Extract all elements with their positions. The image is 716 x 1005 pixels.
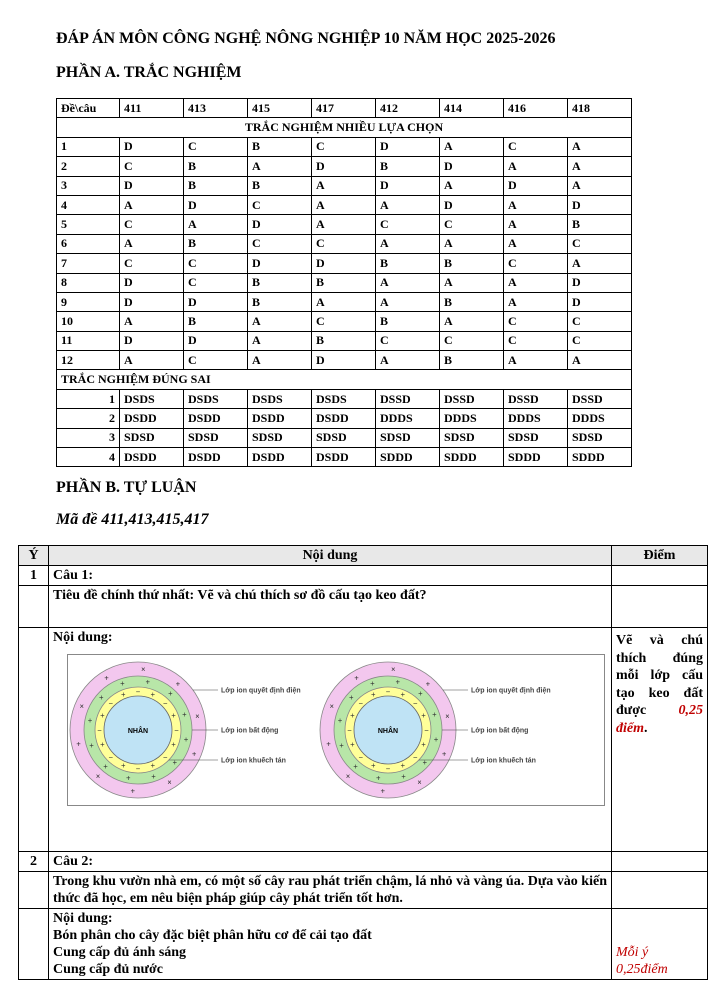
table-row (57, 234, 632, 253)
table-cell: D (120, 273, 184, 292)
colloid-right-ion: × (445, 712, 450, 722)
colloid-right-ion: + (370, 690, 376, 700)
colloid-left-ion: + (98, 693, 104, 703)
colloid-left-ion: − (97, 726, 102, 735)
colloid-right-ion: − (385, 764, 391, 774)
mc-title-row (57, 118, 632, 137)
table-cell: Đề\câu (57, 99, 120, 118)
colloid-right-ion: + (421, 740, 426, 750)
colloid-left-ion: + (171, 711, 176, 721)
table-cell: SDSD (376, 428, 440, 447)
colloid-left-ion: − (135, 687, 141, 697)
tf-title-row (57, 370, 632, 389)
tf-title-row-cell: TRẮC NGHIỆM ĐÚNG SAI (57, 370, 632, 389)
q2-number: 2 (19, 852, 49, 872)
q2-answer-2: Cung cấp đủ ánh sáng (53, 945, 187, 960)
table-cell: D (184, 195, 248, 214)
q2-content-label: Nội dung: (53, 911, 113, 926)
table-cell: 10 (57, 312, 120, 331)
colloid-left-ion: + (87, 716, 93, 726)
table-cell: D (440, 157, 504, 176)
table-row (57, 176, 632, 195)
colloid-left-ion: + (103, 762, 108, 772)
table-cell: A (184, 215, 248, 234)
table-cell: B (248, 292, 312, 311)
colloid-right-ion: + (401, 772, 406, 782)
table-cell: 6 (57, 234, 120, 253)
colloid-left-ion: + (145, 677, 151, 687)
colloid-left-ion: + (150, 690, 156, 700)
table-cell: A (376, 351, 440, 370)
table-cell: SDDD (568, 448, 632, 467)
colloid-left-ion: + (191, 749, 197, 759)
table-cell: A (312, 292, 376, 311)
colloid-right-ion: + (418, 689, 423, 699)
table-cell: C (120, 157, 184, 176)
table-row (57, 157, 632, 176)
colloid-right-ion: × (417, 778, 422, 788)
q2-question: Trong khu vườn nhà em, có một số cây rau phát triển chậm, lá nhỏ và vàng úa. Dựa vào kiến thức đã học, em nêu biện pháp giúp cây phát triển tốt hơn. (49, 872, 612, 909)
table-cell: 1 (57, 389, 120, 408)
table-cell: 7 (57, 254, 120, 273)
colloid-right-ion: + (350, 740, 355, 750)
table-cell: 11 (57, 331, 120, 350)
colloid-right-ion: − (412, 753, 418, 763)
colloid-left-ion: + (100, 711, 105, 721)
table-cell: A (120, 195, 184, 214)
colloid-right-core-label: NHÂN (377, 728, 399, 735)
table-cell: C (440, 331, 504, 350)
table-cell: D (568, 273, 632, 292)
table-row (57, 254, 632, 273)
table-cell: A (248, 331, 312, 350)
table-cell: DDDS (440, 409, 504, 428)
colloid-right-ion: − (358, 698, 364, 708)
table-cell: A (568, 254, 632, 273)
colloid-left-label: Lớp ion khuếch tán (221, 757, 286, 765)
table-row (57, 448, 632, 467)
table-cell: C (504, 254, 568, 273)
table-cell: A (568, 157, 632, 176)
colloid-left-ion: × (79, 702, 85, 712)
table-cell: 413 (184, 99, 248, 118)
table-cell: A (248, 157, 312, 176)
table-cell: 3 (57, 428, 120, 447)
table-cell: SDDD (376, 448, 440, 467)
table-cell: DSDD (120, 409, 184, 428)
colloid-left-ion: + (120, 761, 126, 771)
q1-label: Câu 1: (49, 566, 612, 586)
colloid-right-ion: + (354, 673, 359, 683)
colloid-right-label: Lớp ion bất động (471, 727, 529, 735)
colloid-left-ion: + (76, 739, 81, 749)
table-cell: A (312, 176, 376, 195)
table-cell: A (504, 215, 568, 234)
colloid-right-ion: + (380, 786, 386, 796)
colloid-figure (68, 655, 604, 805)
colloid-right-ion: + (421, 711, 426, 721)
table-cell: C (568, 331, 632, 350)
colloid-right-ion: × (390, 665, 396, 675)
table-cell: SDSD (568, 428, 632, 447)
q2-label: Câu 2: (49, 852, 612, 872)
table-cell: D (504, 176, 568, 195)
table-cell: 8 (57, 273, 120, 292)
colloid-left-ion: + (120, 690, 126, 700)
colloid-left-ion: − (108, 698, 114, 708)
q1-score-points: 0,25 điểm (616, 703, 703, 736)
colloid-left-ion: − (162, 698, 168, 708)
col-score-header: Điểm (612, 546, 708, 566)
table-cell: A (312, 215, 376, 234)
section-b-heading: PHẦN B. TỰ LUẬN (56, 479, 197, 496)
table-cell: A (568, 351, 632, 370)
table-cell: C (504, 331, 568, 350)
table-cell: D (440, 195, 504, 214)
colloid-left-ion: × (195, 712, 200, 722)
q2-score: Mỗi ý 0,25điểm (616, 945, 668, 977)
colloid-right-ion: + (425, 679, 431, 689)
table-cell: D (120, 176, 184, 195)
table-cell: A (440, 234, 504, 253)
colloid-left-ion: × (95, 772, 101, 782)
table-cell: A (440, 137, 504, 156)
table-cell: C (184, 273, 248, 292)
colloid-left-ion: − (135, 764, 141, 774)
colloid-right-ion: + (400, 761, 406, 771)
q1-content-label: Nội dung: (53, 630, 113, 645)
table-cell: DDDS (568, 409, 632, 428)
colloid-left-ion: + (130, 786, 136, 796)
table-cell: B (568, 215, 632, 234)
table-cell: C (120, 254, 184, 273)
table-cell: B (248, 273, 312, 292)
table-cell: A (568, 176, 632, 195)
colloid-left-ion: × (140, 665, 146, 675)
table-cell: A (312, 195, 376, 214)
table-cell: DDDS (376, 409, 440, 428)
table-cell: C (120, 215, 184, 234)
table-cell: A (504, 234, 568, 253)
col-content-header: Nội dung (49, 546, 612, 566)
mc-title-row-cell: TRẮC NGHIỆM NHIỀU LỰA CHỌN (57, 118, 632, 137)
table-cell: C (440, 215, 504, 234)
table-cell: A (120, 312, 184, 331)
table-cell: A (440, 176, 504, 195)
q1-number: 1 (19, 566, 49, 586)
soil-colloid-diagram (67, 654, 605, 806)
table-cell: 5 (57, 215, 120, 234)
table-cell: D (184, 331, 248, 350)
table-cell: C (184, 137, 248, 156)
table-header-row (57, 99, 632, 118)
table-cell: A (248, 351, 312, 370)
table-cell: A (504, 292, 568, 311)
colloid-left-ion: + (183, 735, 189, 745)
table-cell: A (504, 351, 568, 370)
table-cell: DSDD (312, 409, 376, 428)
table-cell: C (248, 195, 312, 214)
table-row (57, 351, 632, 370)
answer-table (56, 98, 632, 467)
table-cell: 2 (57, 409, 120, 428)
colloid-right-ion: + (370, 679, 375, 689)
colloid-right-label: Lớp ion khuếch tán (471, 757, 536, 765)
table-cell: SDDD (504, 448, 568, 467)
table-cell: C (568, 312, 632, 331)
table-cell: DSDD (312, 448, 376, 467)
colloid-right-ion: + (400, 690, 406, 700)
colloid-right-ion: + (339, 741, 344, 751)
colloid-right-ion: − (385, 687, 391, 697)
table-cell: DSDD (184, 448, 248, 467)
table-cell: SDSD (504, 428, 568, 447)
table-cell: A (504, 195, 568, 214)
table-cell: B (376, 157, 440, 176)
table-cell: C (504, 137, 568, 156)
table-cell: 417 (312, 99, 376, 118)
table-cell: A (440, 273, 504, 292)
colloid-right-ion: + (422, 758, 428, 768)
table-cell: B (440, 351, 504, 370)
colloid-left-ion: + (120, 679, 125, 689)
table-cell: C (184, 351, 248, 370)
table-cell: DSDD (248, 448, 312, 467)
table-cell: DSDS (312, 389, 376, 408)
table-row (57, 389, 632, 408)
colloid-left-ion: + (171, 740, 176, 750)
table-cell: D (376, 176, 440, 195)
table-cell: A (504, 273, 568, 292)
table-cell: SDSD (248, 428, 312, 447)
table-cell: DSDS (120, 389, 184, 408)
colloid-right-ion: − (412, 698, 418, 708)
table-cell: D (312, 254, 376, 273)
table-cell: DSDS (248, 389, 312, 408)
table-cell: D (568, 195, 632, 214)
table-cell: 415 (248, 99, 312, 118)
table-cell: A (376, 234, 440, 253)
table-row (57, 195, 632, 214)
colloid-right-ion: × (345, 772, 351, 782)
table-cell: C (568, 234, 632, 253)
colloid-right-ion: + (441, 749, 447, 759)
table-cell: A (120, 234, 184, 253)
colloid-left-ion: × (167, 778, 172, 788)
table-row (57, 409, 632, 428)
colloid-right-ion: + (326, 739, 331, 749)
colloid-right-ion: − (358, 753, 364, 763)
table-row (57, 292, 632, 311)
table-cell: A (376, 292, 440, 311)
table-cell: 3 (57, 176, 120, 195)
table-cell: DSSD (568, 389, 632, 408)
colloid-left-label: Lớp ion bất động (221, 727, 279, 735)
table-cell: A (376, 273, 440, 292)
table-cell: 412 (376, 99, 440, 118)
table-cell: DSDD (248, 409, 312, 428)
table-cell: A (568, 137, 632, 156)
table-cell: 1 (57, 137, 120, 156)
table-cell: SDSD (440, 428, 504, 447)
table-cell: C (376, 215, 440, 234)
table-cell: C (376, 331, 440, 350)
q1-score: Vẽ và chú thích đúng mỗi lớp cấu tạo keo đất được 0,25 điểm. (616, 633, 703, 736)
colloid-left-ion: + (125, 774, 131, 784)
table-cell: 416 (504, 99, 568, 118)
page-title: ĐÁP ÁN MÔN CÔNG NGHỆ NÔNG NGHIỆP 10 NĂM HỌC 2025-2026 (56, 30, 556, 47)
section-a-heading: PHẦN A. TRẮC NGHIỆM (56, 64, 242, 81)
table-row (57, 215, 632, 234)
exam-code: Mã đề 411,413,415,417 (56, 511, 209, 528)
essay-table (18, 545, 708, 980)
colloid-right-ion: + (375, 774, 381, 784)
table-cell: 414 (440, 99, 504, 118)
q2-answer-3: Cung cấp đủ nước (53, 962, 163, 977)
table-cell: B (184, 176, 248, 195)
q1-question: Tiêu đề chính thứ nhất: Vẽ và chú thích sơ đồ cấu tạo keo đất? (49, 586, 612, 628)
colloid-right-ion: − (347, 726, 352, 735)
table-cell: 4 (57, 448, 120, 467)
table-cell: DSSD (376, 389, 440, 408)
colloid-right-ion: × (329, 702, 335, 712)
table-row (57, 428, 632, 447)
colloid-right-ion: + (337, 716, 343, 726)
table-cell: C (184, 254, 248, 273)
colloid-left-ion: + (104, 673, 109, 683)
table-cell: C (504, 312, 568, 331)
table-cell: B (376, 254, 440, 273)
colloid-left-ion: − (162, 753, 168, 763)
table-cell: SDDD (440, 448, 504, 467)
colloid-left-ion: + (182, 710, 187, 720)
table-cell: D (184, 292, 248, 311)
table-cell: B (184, 312, 248, 331)
table-cell: B (248, 176, 312, 195)
table-cell: C (312, 137, 376, 156)
table-cell: A (248, 312, 312, 331)
table-cell: D (120, 137, 184, 156)
table-cell: DSSD (504, 389, 568, 408)
table-cell: B (312, 331, 376, 350)
table-cell: A (376, 195, 440, 214)
table-cell: SDSD (184, 428, 248, 447)
colloid-left-ion: + (175, 679, 181, 689)
table-cell: D (312, 351, 376, 370)
colloid-right-ion: + (432, 710, 437, 720)
colloid-left-ion: + (172, 758, 178, 768)
table-cell: B (376, 312, 440, 331)
colloid-left-core-label: NHÂN (127, 728, 149, 735)
table-cell: SDSD (120, 428, 184, 447)
col-y-header: Ý (19, 546, 49, 566)
colloid-right-ion: + (433, 735, 439, 745)
colloid-left-label: Lớp ion quyết định điện (221, 687, 301, 695)
table-cell: B (184, 234, 248, 253)
colloid-left-ion: − (174, 726, 179, 735)
colloid-left-ion: + (168, 689, 173, 699)
table-cell: C (248, 234, 312, 253)
colloid-right-ion: + (395, 677, 401, 687)
table-cell: SDSD (312, 428, 376, 447)
colloid-right-ion: + (370, 761, 376, 771)
colloid-right-ion: − (424, 726, 429, 735)
table-row (57, 331, 632, 350)
table-cell: 9 (57, 292, 120, 311)
table-cell: DDDS (504, 409, 568, 428)
table-cell: D (120, 292, 184, 311)
table-cell: D (568, 292, 632, 311)
table-cell: 12 (57, 351, 120, 370)
colloid-right-ion: + (353, 762, 358, 772)
table-cell: D (248, 254, 312, 273)
table-cell: DSSD (440, 389, 504, 408)
colloid-right-label: Lớp ion quyết định điện (471, 687, 551, 695)
colloid-left-ion: + (89, 741, 94, 751)
colloid-left-ion: + (150, 761, 156, 771)
colloid-right-ion: + (350, 711, 355, 721)
table-row (57, 273, 632, 292)
table-cell: DSDD (120, 448, 184, 467)
table-cell: B (440, 292, 504, 311)
table-cell: C (312, 234, 376, 253)
table-cell: B (312, 273, 376, 292)
table-cell: C (312, 312, 376, 331)
table-cell: D (248, 215, 312, 234)
colloid-left-ion: − (108, 753, 114, 763)
table-cell: D (312, 157, 376, 176)
table-cell: 418 (568, 99, 632, 118)
colloid-left-ion: + (151, 772, 156, 782)
table-row (57, 137, 632, 156)
table-cell: B (440, 254, 504, 273)
table-cell: 4 (57, 195, 120, 214)
table-cell: B (184, 157, 248, 176)
table-cell: DSDS (184, 389, 248, 408)
table-row (57, 312, 632, 331)
colloid-left-ion: + (100, 740, 105, 750)
table-cell: 2 (57, 157, 120, 176)
table-cell: D (120, 331, 184, 350)
q2-answer-1: Bón phân cho cây đặc biệt phân hữu cơ để cải tạo đất (53, 928, 372, 943)
table-cell: 411 (120, 99, 184, 118)
colloid-right-ion: + (348, 693, 354, 703)
table-cell: D (376, 137, 440, 156)
table-cell: A (120, 351, 184, 370)
table-cell: A (504, 157, 568, 176)
table-cell: DSDD (184, 409, 248, 428)
table-cell: B (248, 137, 312, 156)
table-cell: A (440, 312, 504, 331)
